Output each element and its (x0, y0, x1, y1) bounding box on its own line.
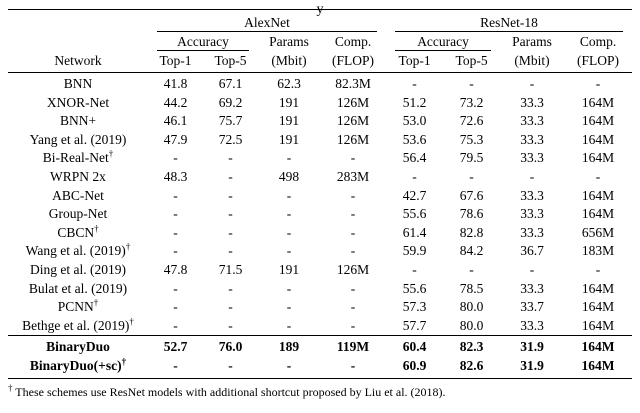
value-cell: - (203, 357, 258, 378)
value-cell: 82.3M (335, 76, 371, 91)
network-name: BNN (63, 76, 93, 91)
value-cell: 53.0 (402, 113, 427, 129)
value-cell: 78.5 (459, 280, 484, 296)
value-cell: - (469, 261, 474, 277)
value-cell: - (228, 187, 233, 203)
top1-header-resnet18: Top-1 (386, 51, 443, 73)
value-cell: 33.3 (520, 94, 544, 110)
table-row (8, 298, 632, 317)
value-cell: 48.3 (163, 168, 188, 184)
value-cell: 33.7 (520, 299, 544, 315)
footnote-text: These schemes use ResNet models with additional shortcut proposed by Liu et al. (2018). (15, 384, 446, 399)
table-row (8, 187, 632, 206)
network-name: WRPN 2x (50, 168, 106, 184)
value-cell: - (286, 280, 292, 296)
value-cell: - (595, 168, 601, 184)
network-name: Bulat et al. (2019) (28, 280, 128, 296)
value-cell: 72.5 (218, 131, 243, 147)
params-unit-alexnet: (Mbit) (258, 51, 320, 73)
value-cell: 82.3 (443, 336, 500, 357)
table-row (8, 242, 632, 261)
comp-header-resnet18: Comp. (579, 34, 617, 49)
table-row (8, 94, 632, 113)
value-cell: 164M (581, 317, 615, 333)
dagger-icon: † (93, 297, 99, 308)
network-name: Group-Net (48, 206, 108, 222)
dagger-icon: † (121, 356, 127, 367)
value-cell: 56.4 (402, 150, 427, 166)
dagger-icon: † (94, 223, 99, 234)
accuracy-header-alexnet: Accuracy (148, 32, 258, 51)
value-cell: 33.3 (520, 187, 544, 203)
value-cell: - (228, 150, 233, 166)
network-name: Yang et al. (2019) (29, 131, 127, 147)
value-cell: 164M (581, 113, 615, 129)
value-cell: - (469, 168, 474, 184)
value-cell: - (595, 261, 601, 277)
value-cell: 73.2 (459, 94, 484, 110)
value-cell: 80.0 (459, 317, 484, 333)
value-cell: 62.3 (277, 76, 301, 91)
value-cell: - (529, 76, 535, 91)
value-cell: 51.2 (402, 94, 427, 110)
value-cell: 164M (581, 299, 615, 315)
value-cell: - (173, 206, 178, 222)
network-name: Wang et al. (2019)† (25, 241, 131, 259)
value-cell: 55.6 (402, 280, 427, 296)
network-header: Network (8, 51, 148, 73)
value-cell: - (350, 150, 356, 166)
value-cell: 191 (278, 261, 300, 277)
table-row (8, 357, 632, 378)
network-name: PCNN† (57, 297, 99, 315)
value-cell: 44.2 (163, 94, 188, 110)
comp-unit-alexnet: (FLOP) (320, 51, 386, 73)
value-cell: 57.7 (402, 317, 427, 333)
table-row (8, 224, 632, 243)
comp-unit-resnet18: (FLOP) (564, 51, 632, 73)
empty-cell (8, 10, 148, 33)
value-cell: - (286, 224, 292, 240)
value-cell: 60.9 (386, 357, 443, 378)
value-cell: 42.7 (402, 187, 427, 203)
value-cell: 75.3 (459, 131, 484, 147)
table-row (8, 317, 632, 336)
value-cell: - (228, 317, 233, 333)
value-cell: 164M (581, 150, 615, 166)
dagger-icon: † (129, 316, 134, 327)
value-cell: - (350, 280, 356, 296)
value-cell: 33.3 (520, 224, 544, 240)
network-name: CBCN† (57, 223, 99, 240)
value-cell: 67.1 (218, 76, 243, 91)
network-name: Ding et al. (2019) (30, 261, 126, 277)
table-row (8, 168, 632, 187)
value-cell: - (350, 243, 356, 259)
value-cell: 36.7 (520, 243, 544, 259)
value-cell: 126M (336, 94, 370, 110)
value-cell: 164M (581, 131, 615, 147)
value-cell: 78.6 (459, 206, 484, 222)
comp-header-alexnet: Comp. (334, 34, 372, 49)
results-table (8, 9, 632, 379)
value-cell: - (173, 187, 178, 203)
params-header-alexnet: Params (269, 34, 309, 49)
value-cell: 71.5 (218, 261, 243, 277)
top5-header-resnet18: Top-5 (443, 51, 500, 73)
network-name: BinaryDuo(+sc)† (8, 357, 148, 378)
value-cell: - (412, 261, 417, 277)
value-cell: 164M (581, 280, 615, 296)
value-cell: 191 (278, 131, 300, 147)
value-cell: 119M (320, 336, 386, 357)
value-cell: - (412, 76, 417, 91)
value-cell: 47.9 (163, 131, 188, 147)
value-cell: - (469, 76, 474, 91)
value-cell: - (228, 168, 233, 184)
value-cell: 656M (581, 224, 615, 240)
value-cell: 33.3 (520, 131, 544, 147)
value-cell: - (173, 224, 178, 240)
dagger-icon: † (108, 148, 114, 159)
value-cell: 72.6 (459, 113, 484, 129)
network-name: Bethge et al. (2019)† (22, 316, 134, 333)
value-cell: 53.6 (402, 131, 427, 147)
top1-header-alexnet: Top-1 (148, 51, 203, 73)
value-cell: - (228, 224, 233, 240)
value-cell: 164M (581, 187, 615, 203)
value-cell: 191 (278, 94, 300, 110)
network-name: BNN+ (59, 113, 97, 129)
value-cell: 191 (278, 113, 300, 129)
value-cell: 126M (336, 261, 370, 277)
network-name: XNOR-Net (46, 94, 110, 110)
value-cell: 47.8 (163, 261, 188, 277)
value-cell: 164M (581, 94, 615, 110)
value-cell: - (412, 168, 417, 184)
value-cell: - (320, 357, 386, 378)
value-cell: - (228, 299, 233, 315)
table-row (8, 73, 632, 94)
value-cell: 67.6 (459, 187, 484, 203)
table-row (8, 280, 632, 299)
value-cell: 126M (336, 113, 370, 129)
column-header-row (8, 51, 632, 73)
value-cell: 79.5 (459, 150, 484, 166)
value-cell: - (350, 299, 356, 315)
accuracy-header-resnet18: Accuracy (386, 32, 500, 51)
value-cell: 283M (336, 168, 370, 184)
value-cell: - (286, 243, 292, 259)
value-cell: - (350, 317, 356, 333)
group-header-alexnet: AlexNet (148, 10, 386, 33)
network-name: BinaryDuo (8, 336, 148, 357)
value-cell: - (173, 317, 178, 333)
value-cell: - (286, 206, 292, 222)
value-cell: - (258, 357, 320, 378)
value-cell: - (529, 261, 535, 277)
value-cell: - (228, 280, 233, 296)
value-cell: 80.0 (459, 299, 484, 315)
table-row (8, 131, 632, 150)
params-unit-resnet18: (Mbit) (500, 51, 564, 73)
top5-header-alexnet: Top-5 (203, 51, 258, 73)
value-cell: 82.8 (459, 224, 484, 240)
value-cell: 183M (581, 243, 615, 259)
value-cell: 46.1 (163, 113, 188, 129)
value-cell: 164M (564, 336, 632, 357)
dagger-icon: † (125, 241, 131, 252)
value-cell: - (173, 280, 178, 296)
value-cell: - (350, 224, 356, 240)
params-header-resnet18: Params (512, 34, 552, 49)
value-cell: - (286, 187, 292, 203)
value-cell: - (173, 299, 178, 315)
value-cell: - (595, 76, 601, 91)
network-name: Bi-Real-Net† (42, 148, 114, 166)
group-header-row (8, 10, 632, 33)
table-body (8, 73, 632, 379)
value-cell: - (228, 206, 233, 222)
table-row (8, 336, 632, 357)
value-cell: - (286, 317, 292, 333)
value-cell: 164M (581, 206, 615, 222)
value-cell: - (286, 150, 292, 166)
value-cell: 31.9 (500, 336, 564, 357)
table-row (8, 261, 632, 280)
value-cell: 31.9 (500, 357, 564, 378)
empty-cell (8, 32, 148, 51)
value-cell: 164M (564, 357, 632, 378)
value-cell: - (228, 243, 233, 259)
caption-fragment: y (316, 2, 324, 17)
network-name: ABC-Net (52, 187, 104, 203)
value-cell: 82.6 (443, 357, 500, 378)
value-cell: 126M (336, 131, 370, 147)
value-cell: 69.2 (218, 94, 243, 110)
value-cell: 33.3 (520, 113, 544, 129)
value-cell: 55.6 (402, 206, 427, 222)
value-cell: - (350, 187, 356, 203)
value-cell: - (529, 168, 535, 184)
value-cell: - (173, 243, 178, 259)
value-cell: - (173, 150, 178, 166)
value-cell: 84.2 (459, 243, 484, 259)
value-cell: - (350, 206, 356, 222)
value-cell: 33.3 (520, 150, 544, 166)
value-cell: 33.3 (520, 206, 544, 222)
value-cell: - (286, 299, 292, 315)
sub-header-row (8, 32, 632, 51)
value-cell: 57.3 (402, 299, 427, 315)
value-cell: 52.7 (148, 336, 203, 357)
table-row (8, 205, 632, 224)
dagger-icon: † (8, 382, 13, 393)
value-cell: 189 (258, 336, 320, 357)
value-cell: 75.7 (218, 113, 243, 129)
table-row (8, 112, 632, 131)
value-cell: 60.4 (386, 336, 443, 357)
value-cell: - (148, 357, 203, 378)
value-cell: 33.3 (520, 317, 544, 333)
value-cell: 41.8 (163, 76, 188, 91)
table-row (8, 149, 632, 168)
table-footnote (8, 379, 632, 400)
value-cell: 61.4 (402, 224, 427, 240)
value-cell: 59.9 (402, 243, 427, 259)
value-cell: 498 (278, 168, 300, 184)
value-cell: 33.3 (520, 280, 544, 296)
value-cell: 76.0 (203, 336, 258, 357)
group-header-resnet18: ResNet-18 (386, 10, 632, 33)
